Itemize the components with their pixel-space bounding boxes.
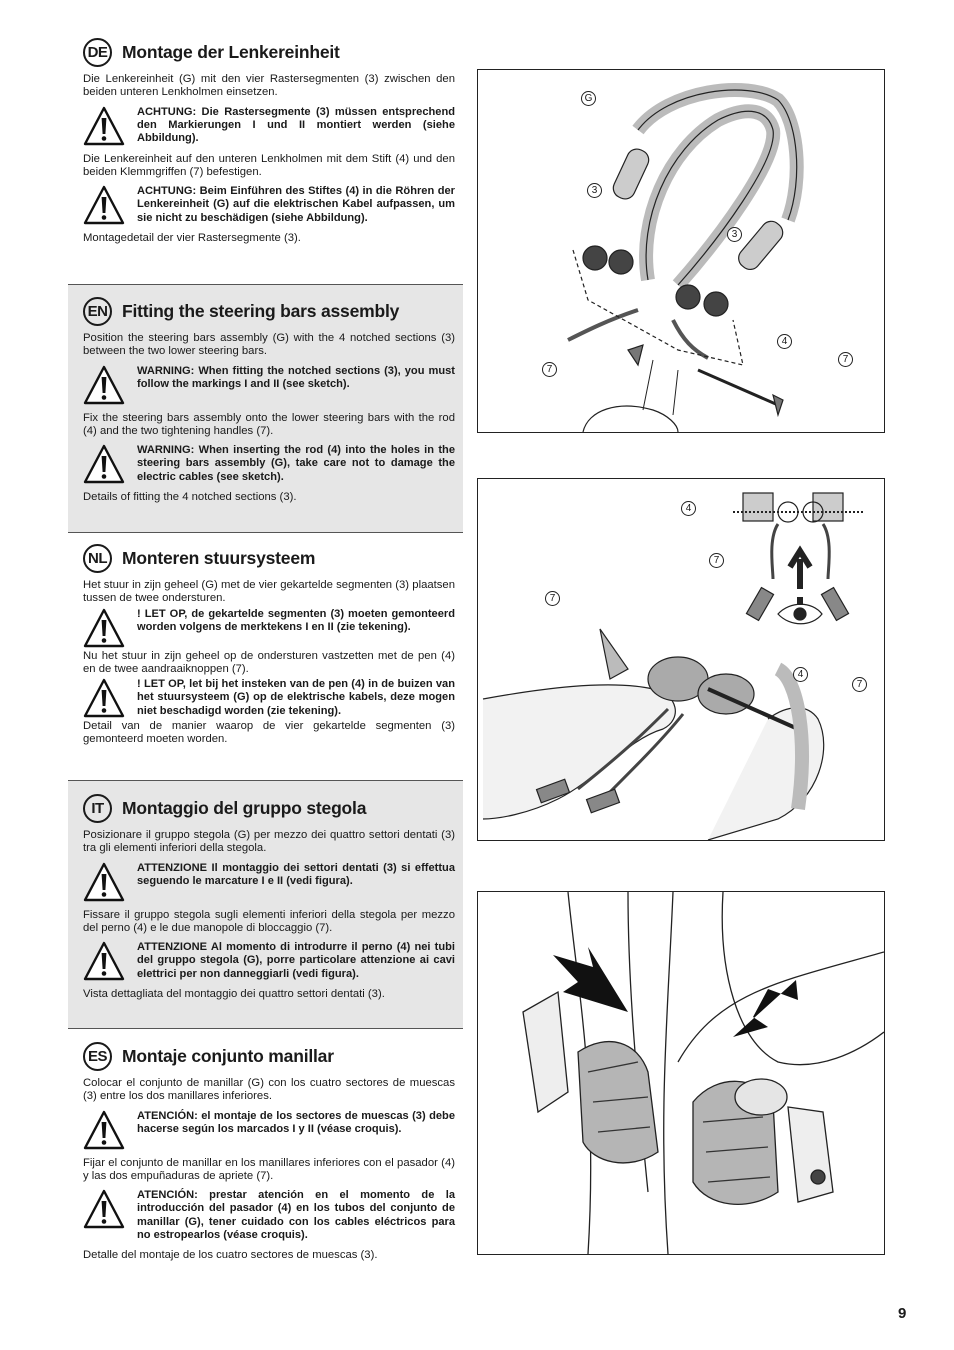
language-badge-en: EN <box>83 297 112 326</box>
paragraph: Colocar el conjunto de manillar (G) con los cuatro sectores de muescas (3) entre los dos manillares inferiores. <box>83 1077 455 1103</box>
warning-block <box>83 106 455 146</box>
warning-triangle-icon <box>83 185 125 225</box>
warning-block <box>83 365 455 405</box>
warning-triangle-icon <box>83 941 125 981</box>
warning-text: ATENCIÓN: el montaje de los sectores de muescas (3) debe hacerse según los marcados I y II (véase croquis). <box>137 1109 455 1135</box>
language-badge-de: DE <box>83 38 112 67</box>
paragraph: Fijar el conjunto de manillar en los manillares inferiores con el pasador (4) y las dos empuñaduras de apriete (7). <box>83 1156 455 1182</box>
warning-triangle-icon <box>83 1189 125 1229</box>
callout-label: 7 <box>709 553 724 568</box>
paragraph: Detail van de manier waarop de vier gekartelde segmenten (3) gemonteerd moeten worden. <box>83 720 455 746</box>
language-badge-es: ES <box>83 1042 112 1071</box>
paragraph: Fix the steering bars assembly onto the lower steering bars with the rod (4) and the two tightening handles (7). <box>83 411 455 437</box>
section-title-es: Montaje conjunto manillar <box>122 1046 334 1066</box>
callout-label: 3 <box>587 183 602 198</box>
section-title-de: Montage der Lenkereinheit <box>122 42 340 62</box>
warning-block <box>83 1189 455 1242</box>
paragraph: Detalle del montaje de los cuatro sectores de muescas (3). <box>83 1249 378 1262</box>
paragraph: Vista dettagliata del montaggio dei quattro settori dentati (3). <box>83 988 385 1001</box>
callout-label: 7 <box>545 591 560 606</box>
paragraph: Fissare il gruppo stegola sugli elementi inferiori della stegola per mezzo del perno (4) e le due manopole di bloccaggio (7). <box>83 908 455 934</box>
section-title-en: Fitting the steering bars assembly <box>122 301 400 321</box>
warning-block <box>83 185 455 225</box>
figure-notched-sections <box>477 891 885 1255</box>
figure-steering-assembly <box>477 69 885 433</box>
warning-block <box>83 678 455 718</box>
warning-block <box>83 862 455 902</box>
warning-text: ATTENZIONE Il montaggio dei settori dentati (3) si effettua seguendo le marcature I e II (vedi figura). <box>137 861 455 887</box>
paragraph: Die Lenkereinheit auf den unteren Lenkholmen mit dem Stift (4) und den beiden Klemmgriffen (7) befestigen. <box>83 152 455 178</box>
page-number: 9 <box>898 1305 907 1322</box>
paragraph: Het stuur in zijn geheel (G) met de vier gekartelde segmenten (3) plaatsen tussen de twee ondersturen. <box>83 579 455 605</box>
warning-text: ! LET OP, let bij het insteken van de pen (4) in de buizen van het stuursysteem (G) op de elektrische kabels, deze mogen niet beschadigd worden (zie tekening). <box>137 678 455 717</box>
paragraph: Montagedetail der vier Rastersegmente (3). <box>83 232 301 245</box>
callout-label: 4 <box>793 667 808 682</box>
warning-triangle-icon <box>83 106 125 146</box>
section-es <box>68 1028 463 1278</box>
callout-label: 4 <box>777 334 792 349</box>
section-nl <box>68 532 463 780</box>
steering-assembly-illustration <box>478 70 884 432</box>
warning-text: WARNING: When inserting the rod (4) into the holes in the steering bars assembly (G), take care not to damage the electric cables (see sketch). <box>137 444 455 483</box>
warning-block <box>83 444 455 484</box>
warning-text: ACHTUNG: Beim Einführen des Stiftes (4) in die Röhren der Lenkereinheit (G) auf die elektrischen Kabel aufpassen, um sie nicht zu beschädigen (siehe Abbildung). <box>137 185 455 224</box>
warning-text: WARNING: When fitting the notched sections (3), you must follow the markings I and II (see sketch). <box>137 364 455 390</box>
section-en <box>68 284 463 532</box>
warning-block <box>83 1110 455 1150</box>
section-it <box>68 780 463 1028</box>
paragraph: Position the steering bars assembly (G) with the 4 notched sections (3) between the two lower steering bars. <box>83 332 455 358</box>
section-title-nl: Monteren stuursysteem <box>122 548 316 568</box>
callout-label: 7 <box>542 362 557 377</box>
warning-text: ATENCIÓN: prestar atención en el momento de la introducción del pasador (4) en los tubos del conjunto de manillar (G), tener cuidado con los cables eléctricos para no estropearlos (véase croquis). <box>137 1189 455 1242</box>
paragraph: Posizionare il gruppo stegola (G) per mezzo dei quattro settori dentati (3) tra gli elementi inferiori della stegola. <box>83 829 455 855</box>
warning-triangle-icon <box>83 678 125 718</box>
paragraph: Nu het stuur in zijn geheel op de ondersturen vastzetten met de pen (4) en de twee aandraaiknoppen (7). <box>83 649 455 675</box>
warning-triangle-icon <box>83 862 125 902</box>
callout-label: 4 <box>681 501 696 516</box>
paragraph: Details of fitting the 4 notched sections (3). <box>83 491 297 504</box>
warning-block <box>83 941 455 981</box>
callout-label: 7 <box>838 352 853 367</box>
warning-triangle-icon <box>83 365 125 405</box>
eye-icon <box>778 604 822 624</box>
language-badge-it: IT <box>83 794 112 823</box>
figure-fitting-rod <box>477 478 885 841</box>
warning-triangle-icon <box>83 1110 125 1150</box>
warning-block <box>83 608 455 648</box>
section-title-it: Montaggio del gruppo stegola <box>122 798 367 818</box>
section-de <box>68 38 463 284</box>
paragraph: Die Lenkereinheit (G) mit den vier Rastersegmenten (3) zwischen den beiden unteren Lenkholmen einsetzen. <box>83 73 455 99</box>
notched-sections-illustration <box>478 892 884 1254</box>
warning-triangle-icon <box>83 608 125 648</box>
callout-label: G <box>581 91 596 106</box>
warning-text: ACHTUNG: Die Rastersegmente (3) müssen entsprechend den Markierungen I und II montiert werden (siehe Abbildung). <box>137 105 455 145</box>
callout-label: 3 <box>727 227 742 242</box>
warning-text: ATTENZIONE Al momento di introdurre il perno (4) nei tubi del gruppo stegola (G), porre particolare attenzione ai cavi elettrici per non danneggiarli (vedi figura). <box>137 941 455 980</box>
language-badge-nl: NL <box>83 544 112 573</box>
warning-text: ! LET OP, de gekartelde segmenten (3) moeten gemonteerd worden volgens de merktekens I en II (zie tekening). <box>137 607 455 633</box>
fitting-rod-illustration <box>478 479 884 840</box>
warning-triangle-icon <box>83 444 125 484</box>
callout-label: 7 <box>852 677 867 692</box>
